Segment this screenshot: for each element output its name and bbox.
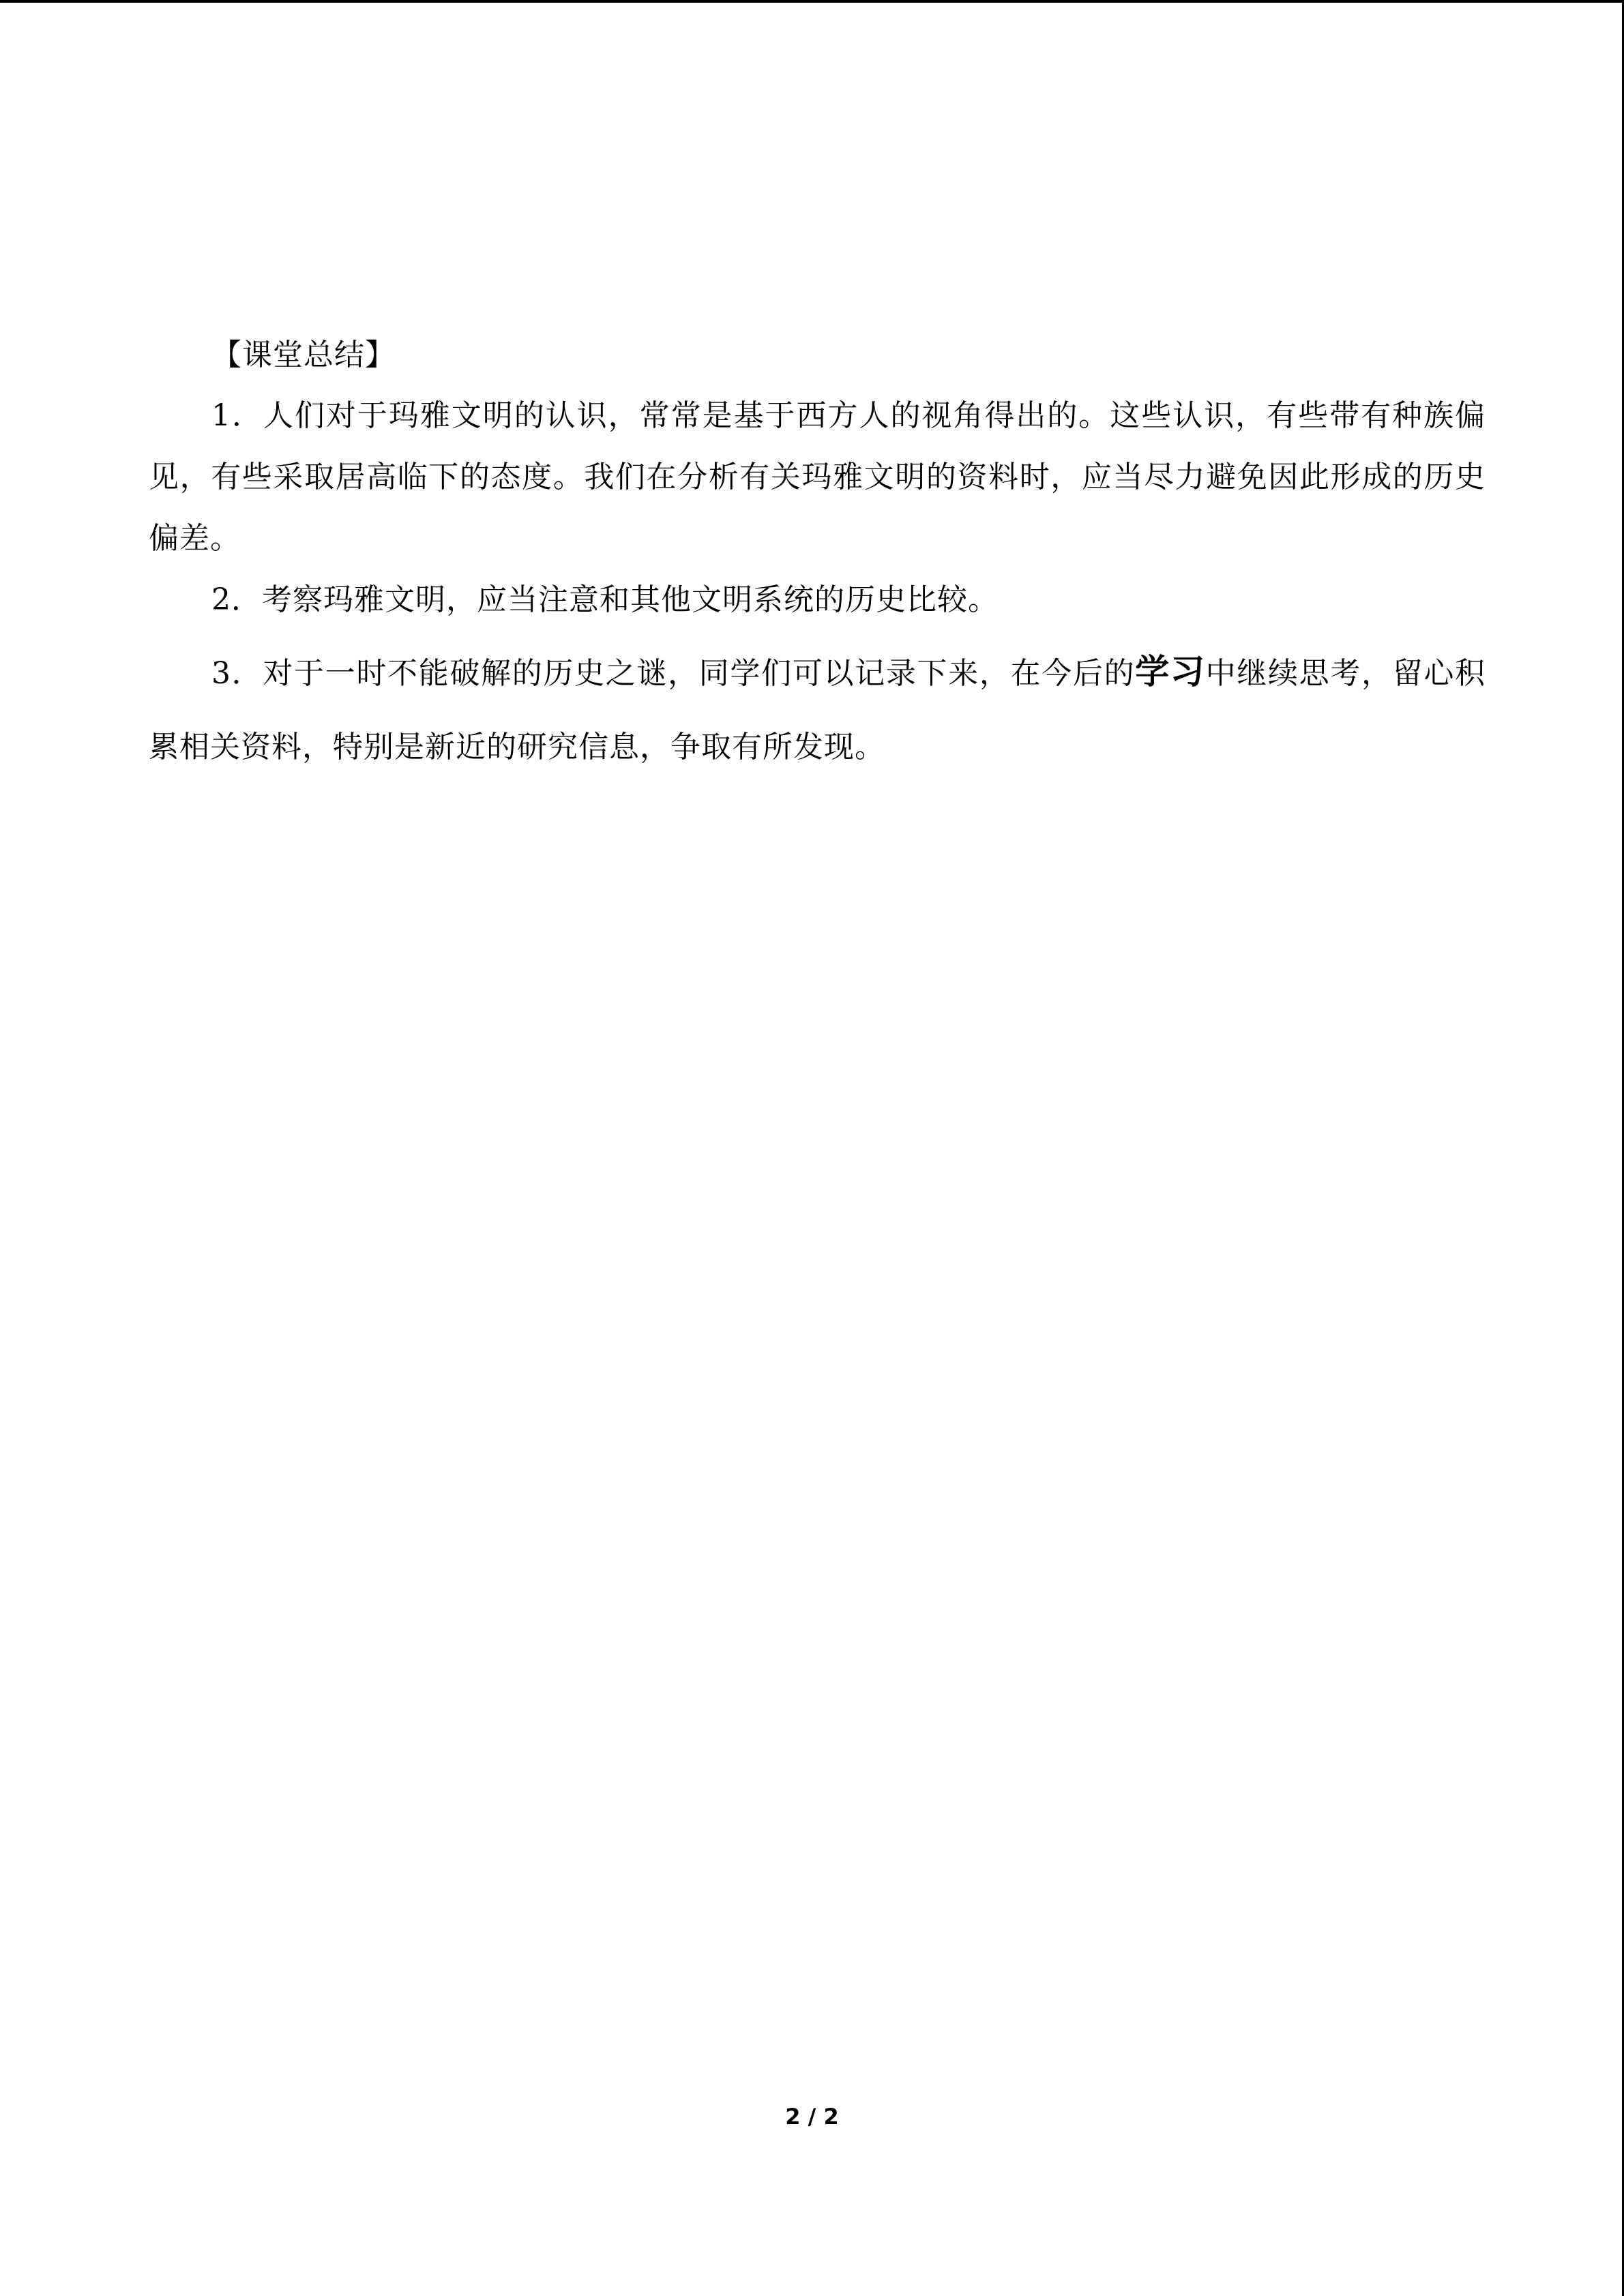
summary-item-3-text-start: 3．对于一时不能破解的历史之谜，同学们可以记录下来，在今后的 <box>211 656 1136 691</box>
section-heading: 【课堂总结】 <box>211 338 396 372</box>
summary-item-3-text-end: 中继续思考，留心积累相关资料，特别是新近的研究信息，争取有所发现。 <box>149 656 1486 764</box>
page-top-border <box>0 0 1624 3</box>
summary-item-1: 1．人们对于玛雅文明的认识，常常是基于西方人的视角得出的。这些认识，有些带有种族偏见，有些采取居高临下的态度。我们在分析有关玛雅文明的资料时，应当尽力避免因此形成的历史偏差。 <box>149 398 1486 556</box>
summary-item-2: 2．考察玛雅文明，应当注意和其他文明系统的历史比较。 <box>211 582 999 617</box>
document-body <box>149 331 1486 784</box>
page-number: 2 / 2 <box>785 2104 839 2130</box>
summary-item-3 <box>149 635 1486 784</box>
summary-item-3-emphasis: 学习 <box>1135 652 1206 691</box>
